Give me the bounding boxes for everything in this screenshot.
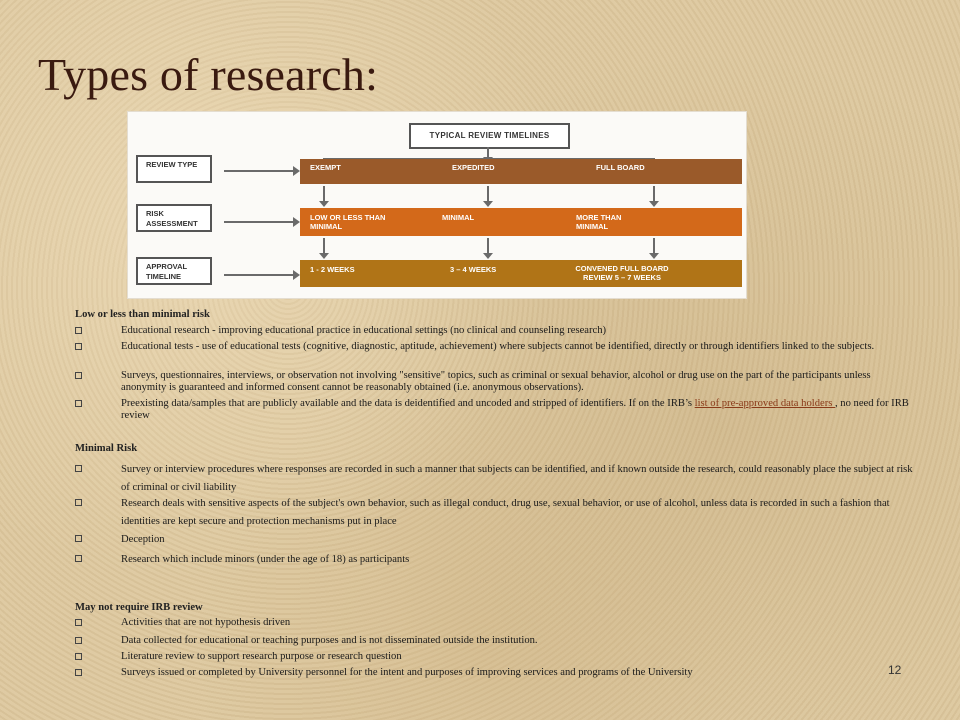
band-cell: MINIMAL (442, 213, 475, 222)
band-approval-timeline (300, 260, 742, 287)
connector-arrow (653, 238, 655, 254)
list-item-text: Educational tests - use of educational tests (cognitive, diagnostic, aptitude, achievement) where subjects cannot be identified, directly or through identifiers linked to the subjects. (121, 341, 875, 352)
bullet-icon (75, 327, 82, 334)
row-label-risk-assessment: RISK ASSESSMENT (136, 204, 212, 232)
figure-heading: TYPICAL REVIEW TIMELINES (409, 123, 570, 149)
bullet-icon (75, 619, 82, 626)
band-cell: 3 – 4 WEEKS (450, 265, 497, 274)
connector-line (487, 147, 489, 158)
bullet-icon (75, 669, 82, 676)
band-cell: CONVENED FULL BOARD REVIEW 5 – 7 WEEKS (575, 264, 669, 282)
list-item-text: Deception (121, 534, 165, 545)
section-heading: May not require IRB review (75, 602, 203, 613)
band-cell: EXEMPT (310, 163, 341, 172)
section-heading: Minimal Risk (75, 443, 138, 454)
list-item-text-part: Preexisting data/samples that are publicly available and the data is deidentified and uncoded and stripped of identifiers. If on the IRB’s (121, 398, 695, 409)
connector-arrow (487, 186, 489, 202)
list-item-text: Data collected for educational or teaching purposes and is not disseminated outside the institution. (121, 635, 538, 646)
band-cell: FULL BOARD (596, 163, 645, 172)
slide-title: Types of research: (38, 49, 379, 100)
band-cell: 1 - 2 WEEKS (310, 265, 355, 274)
band-cell: EXPEDITED (452, 163, 495, 172)
bullet-icon (75, 343, 82, 350)
connector-arrow (653, 186, 655, 202)
section-heading: Low or less than minimal risk (75, 309, 210, 320)
bullet-icon (75, 637, 82, 644)
row-arrow (224, 274, 294, 276)
list-item-text (121, 398, 915, 423)
band-review-type (300, 159, 742, 184)
row-arrow (224, 170, 294, 172)
bullet-icon (75, 535, 82, 542)
band-cell: MORE THAN MINIMAL (576, 213, 622, 231)
pre-approved-data-holders-link[interactable]: list of pre-approved data holders (694, 398, 835, 409)
list-item-text: Activities that are not hypothesis driven (121, 617, 291, 628)
connector-arrow (487, 238, 489, 254)
row-arrow (224, 221, 294, 223)
list-item-text: Educational research - improving educational practice in educational settings (no clinical and counseling research) (121, 325, 607, 336)
review-timelines-figure (127, 111, 747, 299)
connector-arrow (323, 238, 325, 254)
bullet-icon (75, 555, 82, 562)
list-item-text: Surveys, questionnaires, interviews, or observation not involving "sensitive" topics, such as criminal or sexual behavior, alcohol or drug use on the part of the participants unless anonymity is guaranteed and informed consent cannot be reasonably obtained (i.e. anonymous observations). (121, 370, 871, 394)
bullet-icon (75, 465, 82, 472)
band-risk-assessment (300, 208, 742, 236)
list-item-text: Literature review to support research purpose or research question (121, 651, 402, 662)
row-label-review-type: REVIEW TYPE (136, 155, 212, 183)
band-cell: LOW OR LESS THAN MINIMAL (310, 213, 386, 231)
bullet-icon (75, 372, 82, 379)
bullet-icon (75, 653, 82, 660)
page-number: 12 (888, 663, 902, 677)
list-item-text: Research deals with sensitive aspects of the subject's own behavior, such as illegal conduct, drug use, sexual behavior, or use of alcohol, unless data is recorded in such a fashion that identities are kept secure and protection mechanisms put in place (121, 498, 890, 527)
row-label-approval-timeline: APPROVAL TIMELINE (136, 257, 212, 285)
list-item-text: Research which include minors (under the age of 18) as participants (121, 554, 410, 565)
list-item-text-part: , no need for IRB review (121, 398, 909, 422)
bullet-icon (75, 400, 82, 407)
bullet-icon (75, 499, 82, 506)
connector-arrow (323, 186, 325, 202)
list-item-text: Survey or interview procedures where responses are recorded in such a manner that subjects can be identified, and if known outside the research, could reasonably place the subject at risk of criminal or civil liability (121, 464, 913, 493)
list-item-text: Surveys issued or completed by University personnel for the intent and purposes of improving services and programs of the University (121, 667, 693, 678)
